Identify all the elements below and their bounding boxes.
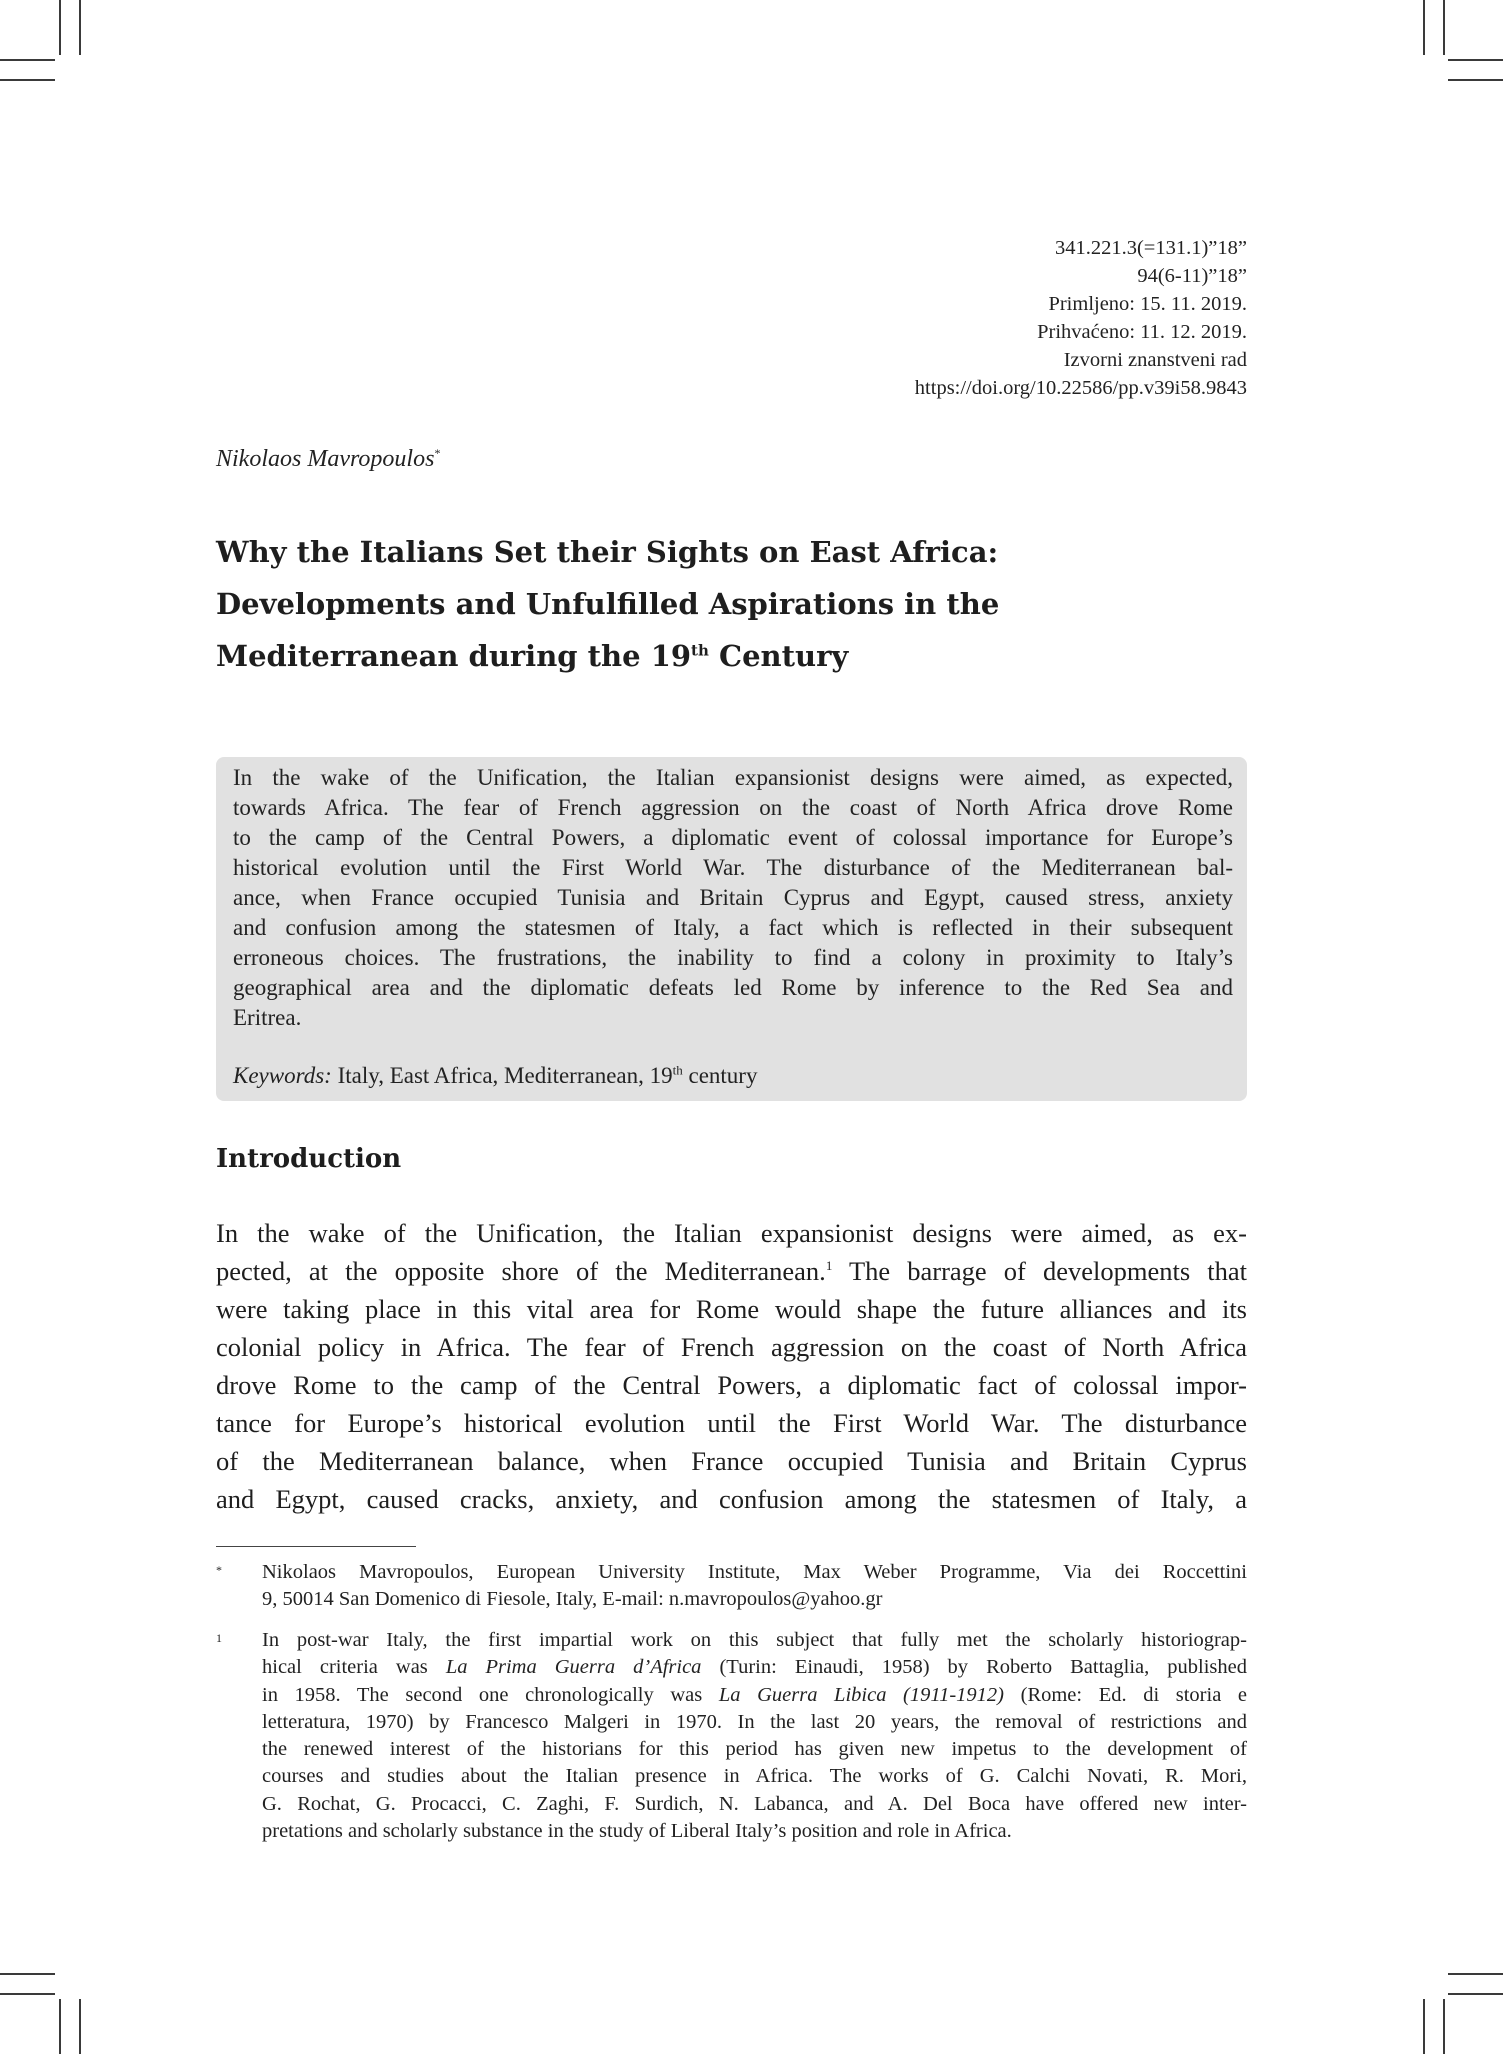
crop-mark	[0, 1973, 55, 1975]
crop-mark	[59, 0, 61, 55]
abstract-line: ance, when France occupied Tunisia and Britain Cyprus and Egypt, caused stress, anxiety	[233, 885, 1233, 910]
footnote-text: (Turin: Einaudi, 1958) by Roberto Battaglia, published	[701, 1656, 1247, 1679]
title-superscript: th	[691, 641, 709, 660]
crop-mark	[1443, 0, 1445, 55]
abstract-line: erroneous choices. The frustrations, the inability to find a colony in proximity to Italy’s	[233, 945, 1233, 970]
title-line: Why the Italians Set their Sights on East Africa:	[216, 535, 999, 569]
body-line: tance for Europe’s historical evolution until the First World War. The disturbance	[216, 1408, 1247, 1438]
footnote-text: hical criteria was	[262, 1656, 446, 1679]
crop-mark	[1423, 0, 1425, 55]
footnote-body	[262, 1559, 1247, 1614]
footnote-line: Nikolaos Mavropoulos, European University Institute, Max Weber Programme, Via dei Roccettini	[262, 1561, 1247, 1583]
title-text: Century	[708, 639, 849, 673]
keywords-label: Keywords:	[233, 1063, 332, 1088]
udc-code: 341.221.3(=131.1)”18”	[1054, 237, 1247, 259]
footnote-text: in 1958. The second one chronologically was	[262, 1683, 719, 1706]
footnote-line: pretations and scholarly substance in the study of Liberal Italy’s position and role in Africa.	[262, 1820, 1012, 1843]
book-title: La Guerra Libica (1911-1912)	[718, 1683, 1005, 1706]
footnote-line: letteratura, 1970) by Francesco Malgeri in 1970. In the last 20 years, the removal of restrictions and	[262, 1710, 1247, 1733]
footnote-text: (Rome: Ed. di storia e	[1004, 1683, 1247, 1706]
footnote-separator	[216, 1546, 416, 1547]
footnote-line: 9, 50014 San Domenico di Fiesole, Italy, E-mail: n.mavropoulos@yahoo.gr	[262, 1588, 883, 1611]
abstract-text	[233, 763, 1233, 1033]
keywords-text: Italy, East Africa, Mediterranean, 19	[331, 1063, 673, 1088]
abstract-line: geographical area and the diplomatic defeats led Rome by inference to the Red Sea and	[233, 975, 1233, 1000]
body-line: In the wake of the Unification, the Italian expansionist designs were aimed, as ex-	[216, 1218, 1247, 1248]
body-line: were taking place in this vital area for Rome would shape the future alliances and its	[216, 1294, 1247, 1324]
received-date: Primljeno: 15. 11. 2019.	[1048, 293, 1247, 315]
abstract-line: to the camp of the Central Powers, a diplomatic event of colossal importance for Europe’s	[233, 825, 1233, 850]
doi-link[interactable]: https://doi.org/10.22586/pp.v39i58.9843	[914, 377, 1247, 399]
footnote-line: courses and studies about the Italian presence in Africa. The works of G. Calchi Novati, R. Mori,	[262, 1765, 1247, 1788]
footnote-line: In post-war Italy, the first impartial work on this subject that fully met the scholarly historiograp-	[262, 1629, 1247, 1651]
crop-mark	[0, 59, 55, 61]
article-type: Izvorni znanstveni rad	[1063, 349, 1247, 371]
footnote-line: the renewed interest of the historians for this period has given new impetus to the development of	[262, 1738, 1247, 1761]
title-line: Developments and Unfulfilled Aspirations in the	[216, 587, 1000, 621]
footnote-marker: *	[216, 1563, 222, 1577]
crop-mark	[79, 1999, 81, 2054]
abstract-line: towards Africa. The fear of French aggression on the coast of North Africa drove Rome	[233, 795, 1233, 820]
body-paragraph	[216, 1214, 1247, 1518]
author-name	[216, 446, 440, 473]
book-title: La Prima Guerra d’Africa	[445, 1656, 702, 1679]
accepted-date: Prihvaćeno: 11. 12. 2019.	[1037, 321, 1247, 343]
abstract-line: historical evolution until the First World War. The disturbance of the Mediterranean bal-	[233, 855, 1233, 880]
abstract-box	[216, 757, 1247, 1101]
body-text: The barrage of developments that	[832, 1256, 1248, 1286]
body-text: pected, at the opposite shore of the Mediterranean.	[216, 1256, 826, 1286]
footnote-line	[262, 1682, 1247, 1709]
footnote-ref[interactable]: 1	[825, 1258, 833, 1274]
author-name-text: Nikolaos Mavropoulos	[216, 446, 435, 472]
title-text: Mediterranean during the 19	[216, 639, 692, 673]
title-line	[216, 630, 1246, 682]
crop-mark	[1423, 1999, 1425, 2054]
footnote-body	[262, 1627, 1247, 1845]
crop-mark	[1448, 59, 1503, 61]
article-metadata	[620, 234, 1247, 402]
crop-mark	[1448, 79, 1503, 81]
body-line: of the Mediterranean balance, when France occupied Tunisia and Britain Cyprus	[216, 1446, 1247, 1476]
crop-mark	[0, 1993, 55, 1995]
body-line: colonial policy in Africa. The fear of French aggression on the coast of North Africa	[216, 1332, 1247, 1362]
keywords-superscript: th	[672, 1062, 683, 1078]
section-heading: Introduction	[216, 1144, 402, 1174]
abstract-line: and confusion among the statesmen of Italy, a fact which is reflected in their subsequent	[233, 915, 1233, 940]
udc-code: 94(6-11)”18”	[1137, 265, 1247, 287]
crop-mark	[1448, 1973, 1503, 1975]
footnote-line: G. Rochat, G. Procacci, C. Zaghi, F. Surdich, N. Labanca, and A. Del Boca have offered new inter-	[262, 1792, 1247, 1815]
body-line	[216, 1252, 1247, 1290]
body-line: drove Rome to the camp of the Central Powers, a diplomatic fact of colossal impor-	[216, 1370, 1247, 1400]
body-line: and Egypt, caused cracks, anxiety, and confusion among the statesmen of Italy, a	[216, 1484, 1247, 1514]
crop-mark	[1443, 1999, 1445, 2054]
crop-mark	[0, 79, 55, 81]
footnote-marker: 1	[216, 1631, 222, 1645]
keywords-text: century	[682, 1063, 758, 1088]
footnote-line	[262, 1654, 1247, 1681]
article-title	[216, 526, 1246, 682]
keywords	[233, 1061, 757, 1091]
abstract-line: Eritrea.	[233, 1005, 302, 1030]
author-footnote-marker[interactable]: *	[434, 446, 441, 460]
crop-mark	[1448, 1993, 1503, 1995]
crop-mark	[59, 1999, 61, 2054]
crop-mark	[79, 0, 81, 55]
abstract-line: In the wake of the Unification, the Italian expansionist designs were aimed, as expected,	[233, 765, 1233, 790]
